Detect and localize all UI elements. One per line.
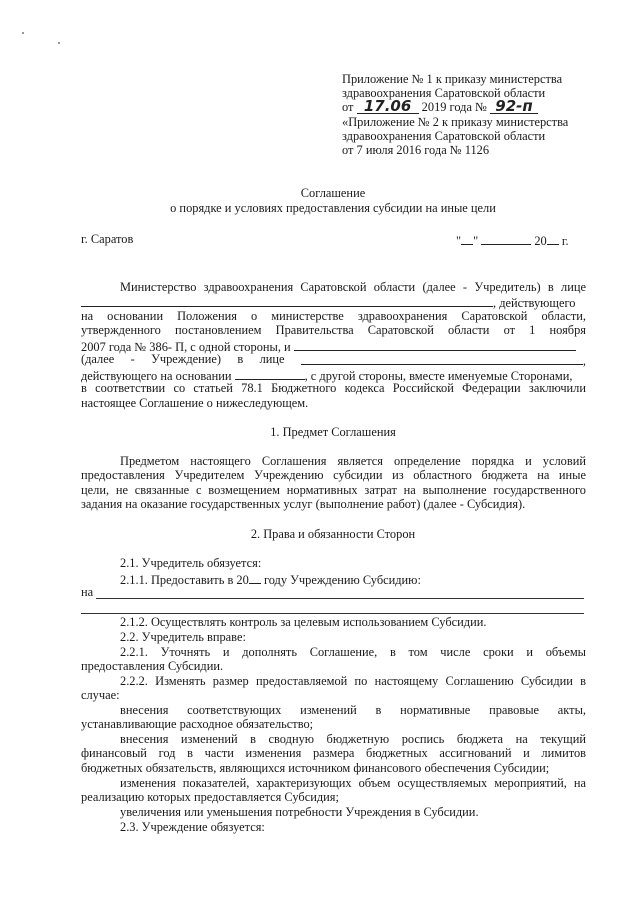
preamble-institution-blank [294, 338, 576, 351]
preamble-person-blank [81, 294, 493, 307]
date-quote-open: " [456, 234, 462, 248]
clause-2-1-1-year-blank [249, 571, 261, 584]
case-2-line-1: внесения изменений в сводную бюджетную роспись бюджета на текущий [120, 732, 586, 746]
section-1-line-4: задания на оказание государственных услуг (выполнение работ) (далее - Субсидия). [81, 497, 526, 511]
clause-2-1-2: 2.1.2. Осуществлять контроль за целевым использованием Субсидии. [120, 615, 487, 629]
preamble-basis-blank [235, 367, 305, 380]
header-line-4: «Приложение № 2 к приказу министерства [342, 115, 569, 129]
clause-2-1-1-suffix: году Учреждению Субсидию: [263, 573, 421, 587]
clause-2-1-1-na [81, 585, 93, 600]
clause-2-1-1-prefix: 2.1.1. Предоставить в 20 [120, 573, 249, 587]
place-city: г. Саратов [81, 232, 134, 246]
header-line-2: здравоохранения Саратовской области [342, 86, 546, 100]
case-4-line-1: увеличения или уменьшения потребности Учреждения в Субсидии. [120, 805, 479, 819]
preamble-line-9: настоящее Соглашение о нижеследующем. [81, 396, 309, 410]
case-3-line-1: изменения показателей, характеризующих объем осуществляемых мероприятий, на [120, 776, 586, 790]
header-line-6: от 7 июля 2016 года № 1126 [342, 143, 490, 157]
section-1-heading: 1. Предмет Соглашения [270, 425, 396, 439]
header-line-3 [342, 97, 538, 115]
clause-2-1-1-na-word: на [81, 585, 94, 599]
date-quote-close: " [473, 234, 479, 248]
date-day-blank [461, 232, 473, 245]
preamble-word: - [130, 352, 135, 366]
date-month-blank [481, 232, 531, 245]
header-line-1: Приложение № 1 к приказу министерства [342, 72, 563, 86]
clause-2-1-1 [120, 571, 421, 588]
case-2-line-3: бюджетных обязательств, являющихся источником финансового обеспечения Субсидии; [81, 761, 550, 775]
preamble-representative-blank [301, 352, 583, 365]
doc-subtitle: о порядке и условиях предоставления субсидии на иные цели [170, 201, 496, 215]
header-date-handwritten: 17.06 [357, 100, 419, 114]
clause-2-2-2-line-1: 2.2.2. Изменять размер предоставляемой по настоящему Соглашению Субсидии в [120, 674, 586, 688]
clause-2-2-1-line-1: 2.2.1. Уточнять и дополнять Соглашение, в том числе сроки и объемы [120, 645, 586, 659]
clause-2-1-1-purpose-line-2 [81, 613, 584, 614]
date-year: 20 [534, 234, 547, 248]
preamble-acting: , действующего [493, 296, 576, 310]
case-2-line-2: финансовый год в части изменения размера бюджетных ассигнований и лимитов [81, 746, 586, 760]
preamble-word: лице [259, 352, 285, 366]
section-1-line-1: Предметом настоящего Соглашения является определение порядка и условий [120, 454, 586, 468]
clause-2-2-2-line-2: случае: [81, 688, 120, 702]
preamble-line-4: утвержденного постановлением Правительства Саратовской области от 1 ноября [81, 323, 586, 337]
preamble-decree: 2007 года № 386- П, с одной стороны, и [81, 340, 291, 354]
preamble-line-1: Министерство здравоохранения Саратовской области (далее - Учредитель) в лице [120, 280, 586, 294]
preamble-line-3: на основании Положения о министерстве здравоохранения Саратовской области, [81, 309, 586, 323]
scan-speck [22, 32, 24, 34]
section-1-line-3: цели, не связанные с возмещением нормативных затрат на выполнение государственного [81, 483, 586, 497]
preamble-acting-basis: действующего на основании [81, 369, 232, 383]
case-3-line-2: реализацию которых предоставляется Субсидия; [81, 790, 339, 804]
clause-2-1: 2.1. Учредитель обязуется: [120, 556, 262, 570]
clause-2-2-1-line-2: предоставления Субсидии. [81, 659, 224, 673]
date-year-blank [547, 232, 559, 245]
clause-2-3: 2.3. Учреждение обязуется: [120, 820, 265, 834]
section-1-line-2: предоставления Учредителем Учреждению субсидии из областного бюджета на иные [81, 468, 586, 482]
header-date-prefix: от [342, 100, 354, 114]
preamble-word: (далее [81, 352, 115, 366]
header-line-5: здравоохранения Саратовской области [342, 129, 546, 143]
clause-2-1-1-purpose-line-1 [96, 598, 584, 599]
case-1-line-1: внесения соответствующих изменений в нормативные правовые акты, [120, 703, 586, 717]
scan-speck [58, 42, 60, 44]
place-date [456, 232, 569, 249]
preamble-line-8: в соответствии со статьей 78.1 Бюджетного кодекса Российской Федерации заключили [81, 381, 586, 395]
preamble-word: в [237, 352, 244, 366]
header-date-middle: 2019 года № [421, 100, 487, 114]
section-2-heading: 2. Права и обязанности Сторон [250, 527, 416, 541]
doc-title: Соглашение [300, 186, 366, 200]
clause-2-2: 2.2. Учредитель вправе: [120, 630, 246, 644]
preamble-word: Учреждение) [151, 352, 222, 366]
date-suffix: г. [561, 234, 569, 248]
preamble-parties: , с другой стороны, вместе именуемые Сторонами, [304, 369, 573, 383]
case-1-line-2: устанавливающие расходное обязательство; [81, 717, 314, 731]
preamble-comma: , [582, 354, 586, 368]
header-number-handwritten: 92-п [490, 100, 538, 114]
